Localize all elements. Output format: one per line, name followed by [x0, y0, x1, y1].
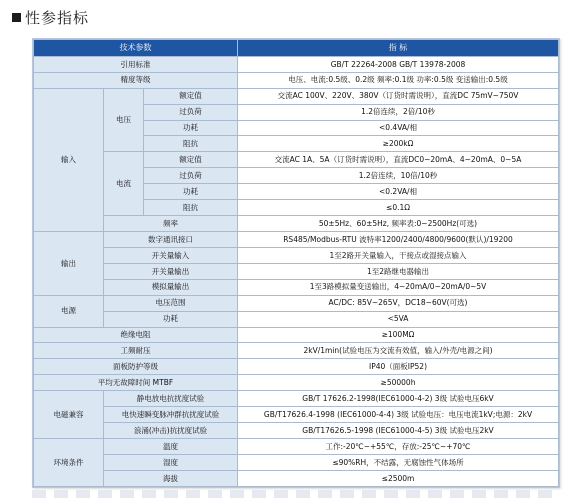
- analog-label: 模拟量输出: [104, 279, 238, 295]
- current-power-value: <0.2VA/相: [238, 184, 559, 200]
- table-row: [34, 216, 559, 232]
- power-range-label: 电压范围: [104, 295, 238, 311]
- environment-group-label: 环境条件: [34, 438, 104, 486]
- voltage-impedance-value: ≥200kΩ: [238, 136, 559, 152]
- insulation-label: 绝缘电阻: [34, 327, 238, 343]
- spec-table-frame: [32, 38, 560, 488]
- frequency-value: 50±5Hz、60±5Hz, 频率表:0~2500Hz(可选): [238, 216, 559, 232]
- power-group-label: 电源: [34, 295, 104, 327]
- current-overload-label: 过负荷: [144, 168, 238, 184]
- surge-value: GB/T17626.5-1998 (IEC61000-4-5) 3级 试验电压2kV: [238, 423, 559, 439]
- temperature-label: 温度: [104, 438, 238, 454]
- table-row: [34, 72, 559, 88]
- accuracy-value: 电压、电流:0.5级、0.2级 频率:0.1级 功率:0.5级 变送输出:0.5级: [238, 72, 559, 88]
- table-row: [34, 343, 559, 359]
- table-row: [34, 56, 559, 72]
- current-overload-value: 1.2倍连续，10倍/10秒: [238, 168, 559, 184]
- eft-label: 电快速瞬变脉冲群抗扰度试验: [104, 407, 238, 423]
- table-row: [34, 232, 559, 248]
- current-power-label: 功耗: [144, 184, 238, 200]
- output-group-label: 输出: [34, 232, 104, 296]
- humidity-label: 湿度: [104, 454, 238, 470]
- eft-value: GB/T17626.4-1998 (IEC61000-4-4) 3级 试验电压：电压电流1kV;电源：2kV: [238, 407, 559, 423]
- current-label: 电流: [104, 152, 144, 216]
- voltage-power-label: 功耗: [144, 120, 238, 136]
- humidity-value: ≤90%RH，不结露，无腐蚀性气体场所: [238, 454, 559, 470]
- voltage-overload-label: 过负荷: [144, 104, 238, 120]
- esd-label: 静电放电抗扰度试验: [104, 391, 238, 407]
- standard-label: 引用标准: [34, 56, 238, 72]
- section-heading: [12, 6, 89, 28]
- mtbf-label: 平均无故障时间 MTBF: [34, 375, 238, 391]
- current-impedance-value: ≤0.1Ω: [238, 200, 559, 216]
- surge-label: 浪涌(冲击)抗扰度试验: [104, 423, 238, 439]
- table-header-row: [34, 40, 559, 57]
- cropped-footer-strip: [32, 490, 558, 498]
- switch-in-label: 开关量输入: [104, 247, 238, 263]
- emc-group-label: 电磁兼容: [34, 391, 104, 439]
- altitude-value: ≤2500m: [238, 470, 559, 486]
- table-row: [34, 263, 559, 279]
- table-row: [34, 438, 559, 454]
- spec-table: [33, 39, 559, 487]
- voltage-label: 电压: [104, 88, 144, 152]
- page-title: 性参指标: [25, 8, 90, 27]
- voltage-impedance-label: 阻抗: [144, 136, 238, 152]
- insulation-value: ≥100MΩ: [238, 327, 559, 343]
- power-consumption-label: 功耗: [104, 311, 238, 327]
- voltage-overload-value: 1.2倍连续，2倍/10秒: [238, 104, 559, 120]
- table-row: [34, 375, 559, 391]
- mtbf-value: ≥50000h: [238, 375, 559, 391]
- power-consumption-value: <5VA: [238, 311, 559, 327]
- current-rated-value: 交流AC 1A、5A（订货时需说明），直流DC0~20mA、4~20mA、0~5A: [238, 152, 559, 168]
- switch-out-value: 1至2路继电器输出: [238, 263, 559, 279]
- switch-out-label: 开关量输出: [104, 263, 238, 279]
- table-row: [34, 152, 559, 168]
- table-row: [34, 295, 559, 311]
- frequency-label: 频率: [104, 216, 238, 232]
- table-row: [34, 247, 559, 263]
- table-row: [34, 359, 559, 375]
- table-row: [34, 407, 559, 423]
- esd-value: GB/T 17626.2-1998(IEC61000-4-2) 3级 试验电压6kV: [238, 391, 559, 407]
- voltage-rated-label: 额定值: [144, 88, 238, 104]
- table-row: [34, 391, 559, 407]
- comm-label: 数字通讯接口: [104, 232, 238, 248]
- table-row: [34, 470, 559, 486]
- header-parameter: 技术参数: [34, 40, 238, 57]
- withstand-label: 工频耐压: [34, 343, 238, 359]
- table-row: [34, 327, 559, 343]
- voltage-rated-value: 交流AC 100V、220V、380V（订货时需说明），直流DC 75mV~750V: [238, 88, 559, 104]
- heading-square-icon: [12, 13, 21, 22]
- current-impedance-label: 阻抗: [144, 200, 238, 216]
- power-range-value: AC/DC: 85V~265V，DC18~60V(可选): [238, 295, 559, 311]
- temperature-value: 工作:-20℃~+55℃，存放:-25℃~+70℃: [238, 438, 559, 454]
- standard-value: GB/T 22264-2008 GB/T 13978-2008: [238, 56, 559, 72]
- panel-value: IP40（面板IP52): [238, 359, 559, 375]
- header-indicator: 指 标: [238, 40, 559, 57]
- withstand-value: 2kV/1min(试验电压为交流有效值，输入/外壳/电源之间): [238, 343, 559, 359]
- voltage-power-value: <0.4VA/相: [238, 120, 559, 136]
- comm-value: RS485/Modbus-RTU 波特率1200/2400/4800/9600(默认)/19200: [238, 232, 559, 248]
- input-group-label: 输入: [34, 88, 104, 231]
- accuracy-label: 精度等级: [34, 72, 238, 88]
- current-rated-label: 额定值: [144, 152, 238, 168]
- analog-value: 1至3路模拟量变送输出，4~20mA/0~20mA/0~5V: [238, 279, 559, 295]
- table-row: [34, 88, 559, 104]
- altitude-label: 海拔: [104, 470, 238, 486]
- table-row: [34, 454, 559, 470]
- switch-in-value: 1至2路开关量输入，干接点或湿接点输入: [238, 247, 559, 263]
- panel-label: 面板防护等级: [34, 359, 238, 375]
- table-row: [34, 423, 559, 439]
- table-row: [34, 311, 559, 327]
- table-row: [34, 279, 559, 295]
